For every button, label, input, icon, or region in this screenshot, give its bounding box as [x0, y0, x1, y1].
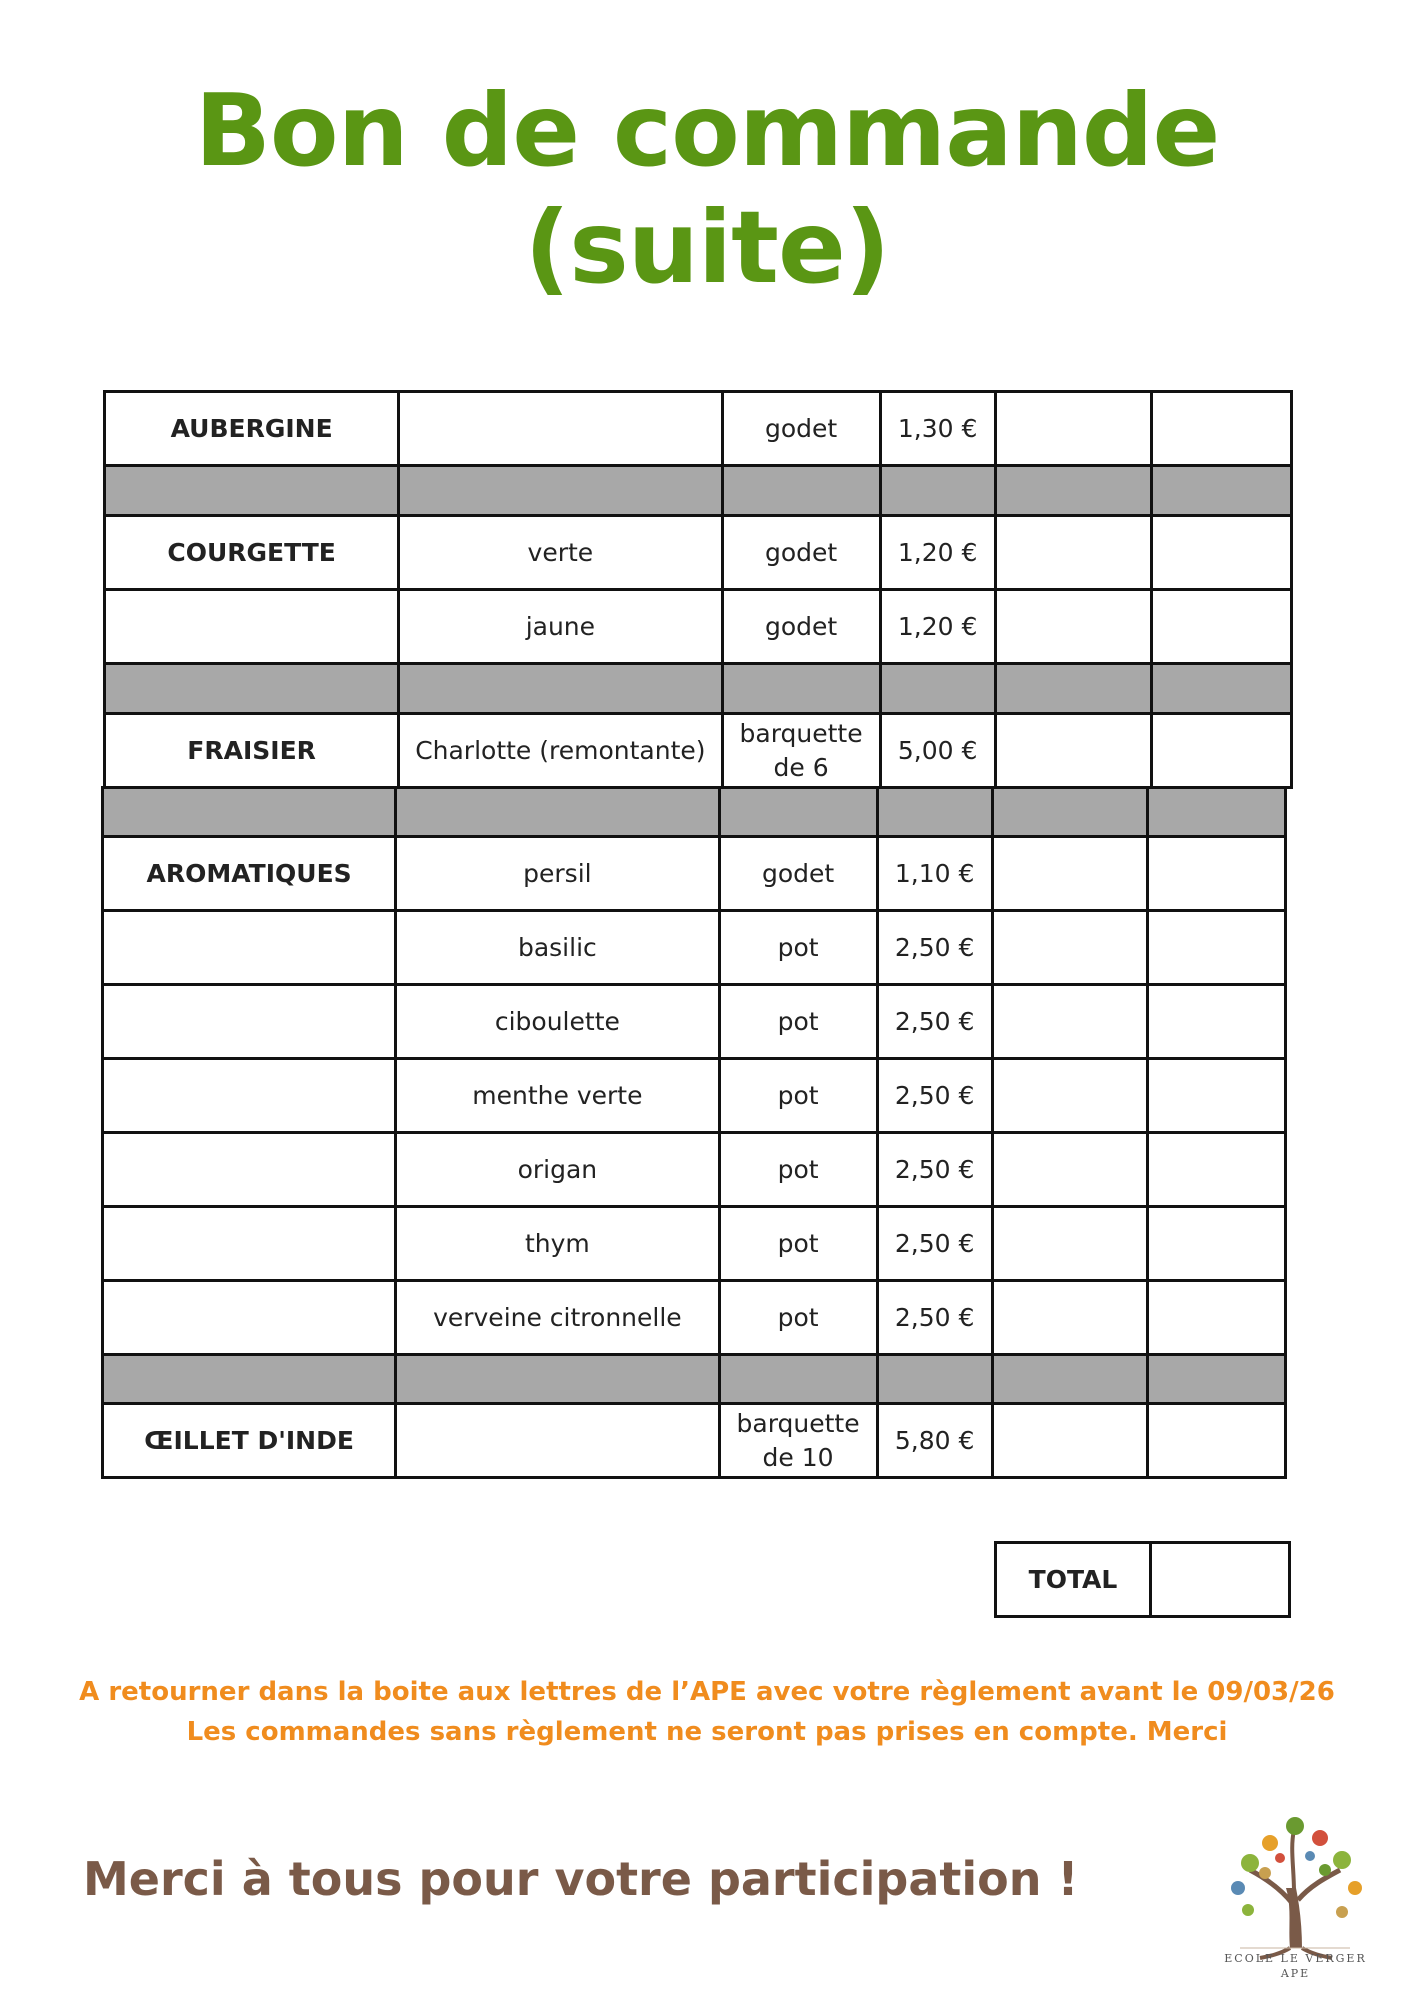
total-amount-cell[interactable] [1151, 1543, 1290, 1617]
product-row [105, 392, 1292, 466]
product-name [105, 590, 399, 664]
separator-cell [1147, 1355, 1285, 1404]
separator-cell [995, 664, 1151, 714]
product-unit: pot [719, 911, 877, 985]
separator-cell [105, 664, 399, 714]
subtotal-input-cell[interactable] [1147, 985, 1285, 1059]
subtotal-input-cell[interactable] [1151, 590, 1291, 664]
separator-cell [995, 466, 1151, 516]
separator-row [105, 466, 1292, 516]
product-name [103, 985, 396, 1059]
product-row [105, 590, 1292, 664]
product-unit: pot [719, 985, 877, 1059]
subtotal-input-cell[interactable] [1147, 1059, 1285, 1133]
product-variety: jaune [399, 590, 722, 664]
total-label: TOTAL [996, 1543, 1151, 1617]
separator-cell [1151, 664, 1291, 714]
thanks-message: Merci à tous pour votre participation ! [83, 1852, 1079, 1906]
quantity-input-cell[interactable] [992, 1207, 1147, 1281]
product-price: 1,20 € [880, 590, 995, 664]
product-price: 2,50 € [877, 1133, 992, 1207]
subtotal-input-cell[interactable] [1147, 1133, 1285, 1207]
separator-cell [877, 788, 992, 837]
product-row [103, 1133, 1286, 1207]
separator-cell [880, 664, 995, 714]
separator-cell [105, 466, 399, 516]
total-table [994, 1541, 1291, 1618]
separator-cell [719, 788, 877, 837]
return-notice-line-2: Les commandes sans règlement ne seront pas prises en compte. Merci [186, 1717, 1228, 1747]
product-unit: pot [719, 1133, 877, 1207]
product-variety: persil [396, 837, 719, 911]
quantity-input-cell[interactable] [992, 837, 1147, 911]
product-row [103, 1207, 1286, 1281]
subtotal-input-cell[interactable] [1151, 714, 1291, 788]
separator-row [103, 1355, 1286, 1404]
return-notice-line-1: A retourner dans la boite aux lettres de l’APE avec votre règlement avant le 09/03/26 [79, 1677, 1335, 1707]
return-notice [0, 1672, 1414, 1752]
product-name [103, 1059, 396, 1133]
product-price: 1,10 € [877, 837, 992, 911]
product-price: 1,30 € [880, 392, 995, 466]
quantity-input-cell[interactable] [995, 392, 1151, 466]
product-price: 2,50 € [877, 1281, 992, 1355]
separator-row [105, 664, 1292, 714]
product-unit: godet [719, 837, 877, 911]
separator-cell [396, 788, 719, 837]
subtotal-input-cell[interactable] [1151, 392, 1291, 466]
product-variety: Charlotte (remontante) [399, 714, 722, 788]
product-name: COURGETTE [105, 516, 399, 590]
quantity-input-cell[interactable] [992, 1281, 1147, 1355]
separator-cell [877, 1355, 992, 1404]
product-unit: godet [722, 590, 880, 664]
product-variety: basilic [396, 911, 719, 985]
product-row [103, 911, 1286, 985]
quantity-input-cell[interactable] [992, 1059, 1147, 1133]
quantity-input-cell[interactable] [995, 714, 1151, 788]
product-variety: verveine citronnelle [396, 1281, 719, 1355]
separator-cell [992, 1355, 1147, 1404]
product-row [103, 1059, 1286, 1133]
separator-cell [1147, 788, 1285, 837]
product-unit: godet [722, 516, 880, 590]
product-variety: thym [396, 1207, 719, 1281]
subtotal-input-cell[interactable] [1147, 1404, 1285, 1478]
separator-cell [1151, 466, 1291, 516]
quantity-input-cell[interactable] [992, 1404, 1147, 1478]
separator-row [103, 788, 1286, 837]
subtotal-input-cell[interactable] [1147, 1281, 1285, 1355]
tree-logo [1210, 1808, 1380, 1993]
order-table-part-2 [101, 786, 1287, 1479]
separator-cell [880, 466, 995, 516]
product-name: AROMATIQUES [103, 837, 396, 911]
quantity-input-cell[interactable] [992, 985, 1147, 1059]
separator-cell [103, 788, 396, 837]
separator-cell [103, 1355, 396, 1404]
separator-cell [722, 664, 880, 714]
separator-cell [399, 466, 722, 516]
logo-school-name: ECOLE LE VERGER [1224, 1952, 1367, 1965]
subtotal-input-cell[interactable] [1147, 1207, 1285, 1281]
logo-ape-label: APE [1280, 1967, 1311, 1980]
product-row [103, 1404, 1286, 1478]
separator-cell [992, 788, 1147, 837]
subtotal-input-cell[interactable] [1151, 516, 1291, 590]
product-variety [399, 392, 722, 466]
product-price: 5,80 € [877, 1404, 992, 1478]
product-unit: pot [719, 1059, 877, 1133]
product-price: 1,20 € [880, 516, 995, 590]
separator-cell [399, 664, 722, 714]
product-price: 2,50 € [877, 985, 992, 1059]
product-name [103, 1133, 396, 1207]
subtotal-input-cell[interactable] [1147, 837, 1285, 911]
quantity-input-cell[interactable] [992, 1133, 1147, 1207]
product-row [103, 985, 1286, 1059]
product-unit: barquette de 10 [719, 1404, 877, 1478]
product-unit: pot [719, 1281, 877, 1355]
quantity-input-cell[interactable] [992, 911, 1147, 985]
page-title: Bon de commande (suite) [194, 72, 1220, 306]
order-table-part-1 [103, 390, 1293, 789]
product-row [105, 516, 1292, 590]
product-unit: barquette de 6 [722, 714, 880, 788]
product-row [103, 837, 1286, 911]
product-variety: menthe verte [396, 1059, 719, 1133]
product-price: 2,50 € [877, 911, 992, 985]
separator-cell [722, 466, 880, 516]
product-name [103, 1207, 396, 1281]
product-price: 5,00 € [880, 714, 995, 788]
product-row [103, 1281, 1286, 1355]
product-name [103, 1281, 396, 1355]
product-unit: pot [719, 1207, 877, 1281]
quantity-input-cell[interactable] [995, 516, 1151, 590]
product-variety: ciboulette [396, 985, 719, 1059]
product-row [105, 714, 1292, 788]
product-variety: origan [396, 1133, 719, 1207]
product-name: ŒILLET D'INDE [103, 1404, 396, 1478]
quantity-input-cell[interactable] [995, 590, 1151, 664]
separator-cell [719, 1355, 877, 1404]
product-price: 2,50 € [877, 1207, 992, 1281]
separator-cell [396, 1355, 719, 1404]
product-variety [396, 1404, 719, 1478]
product-price: 2,50 € [877, 1059, 992, 1133]
product-name: FRAISIER [105, 714, 399, 788]
product-unit: godet [722, 392, 880, 466]
product-name: AUBERGINE [105, 392, 399, 466]
product-name [103, 911, 396, 985]
subtotal-input-cell[interactable] [1147, 911, 1285, 985]
product-variety: verte [399, 516, 722, 590]
